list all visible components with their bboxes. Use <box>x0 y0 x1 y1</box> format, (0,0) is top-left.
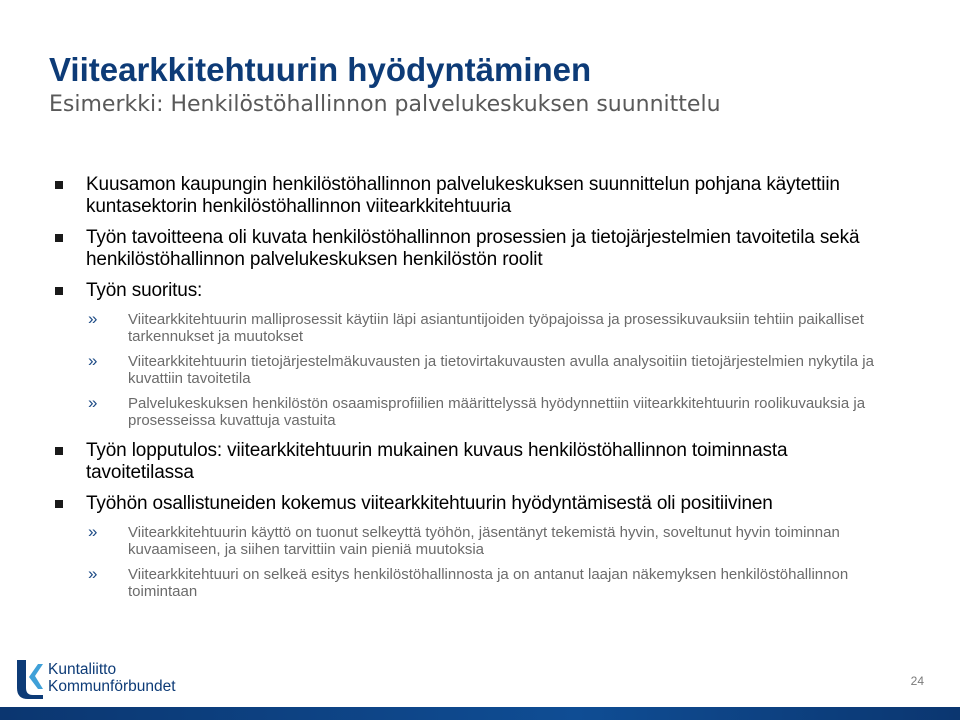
bullet-text: Työn tavoitteena oli kuvata henkilöstöhallinnon prosessien ja tietojärjestelmien tavoitetila sekä henkilöstöhallinnon palvelukeskuksen henkilöstön roolit <box>86 227 860 270</box>
sub-bullet-item <box>48 311 898 345</box>
sub-bullet-text: Viitearkkitehtuurin malliprosessit käytiin läpi asiantuntijoiden työpajoissa ja prosessikuvauksiin tehtiin paikalliset tarkennukset ja muutokset <box>128 311 864 345</box>
bullet-text: Kuusamon kaupungin henkilöstöhallinnon palvelukeskuksen suunnittelun pohjana käytettiin kuntasektorin henkilöstöhallinnon viitearkkitehtuuria <box>86 174 840 217</box>
bullet-text: Työn lopputulos: viitearkkitehtuurin mukainen kuvaus henkilöstöhallinnon toiminnasta tavoitetilassa <box>86 440 788 483</box>
sub-bullet-item <box>48 353 898 387</box>
bullet-text: Työhön osallistuneiden kokemus viitearkkitehtuurin hyödyntämisestä oli positiivinen <box>86 493 773 514</box>
square-bullet-icon <box>55 447 63 455</box>
square-bullet-icon <box>55 181 63 189</box>
footer-bar <box>0 707 960 720</box>
sub-bullet-text: Viitearkkitehtuurin käyttö on tuonut selkeyttä työhön, jäsentänyt tekemistä hyvin, soveltunut hyvin toiminnan kuvaamiseen, ja siihen tarvittiin vain pieniä muutoksia <box>128 524 840 558</box>
logo-line-1: Kuntaliitto <box>48 661 117 678</box>
chevron-right-icon: » <box>88 393 98 412</box>
chevron-right-icon: » <box>88 309 98 328</box>
logo-line-2: Kommunförbundet <box>48 678 176 695</box>
kuntaliitto-logo <box>14 658 204 702</box>
sub-bullet-item <box>48 566 898 600</box>
sub-bullet-list <box>48 524 898 600</box>
kuntaliitto-logo-icon <box>14 658 44 700</box>
page-number: 24 <box>910 674 924 688</box>
sub-bullet-text: Viitearkkitehtuuri on selkeä esitys henkilöstöhallinnosta ja on antanut laajan näkemyksen henkilöstöhallinnon toimintaan <box>128 566 849 600</box>
bullet-item <box>48 280 898 302</box>
chevron-right-icon: » <box>88 351 98 370</box>
square-bullet-icon <box>55 234 63 242</box>
bullet-item <box>48 174 898 218</box>
bullet-text: Työn suoritus: <box>86 280 203 301</box>
chevron-right-icon: » <box>88 564 98 583</box>
sub-bullet-item <box>48 395 898 429</box>
sub-bullet-text: Viitearkkitehtuurin tietojärjestelmäkuvausten ja tietovirtakuvausten avulla analysoitiin tietojärjestelmien nykytila ja kuvattiin tavoitetila <box>128 353 874 387</box>
sub-bullet-text: Palvelukeskuksen henkilöstön osaamisprofiilien määrittelyssä hyödynnettiin viitearkkitehtuurin roolikuvauksia ja prosesseissa kuvattuja vastuita <box>128 395 866 429</box>
chevron-right-icon: » <box>88 522 98 541</box>
bullet-item <box>48 440 898 484</box>
slide-title: Viitearkkitehtuurin hyödyntäminen <box>49 51 592 88</box>
bullet-item <box>48 493 898 515</box>
square-bullet-icon <box>55 287 63 295</box>
sub-bullet-list <box>48 311 898 429</box>
bullet-list <box>48 174 898 611</box>
logo-text <box>48 661 176 695</box>
square-bullet-icon <box>55 500 63 508</box>
bullet-item <box>48 227 898 271</box>
slide-subtitle: Esimerkki: Henkilöstöhallinnon palvelukeskuksen suunnittelu <box>49 92 721 117</box>
sub-bullet-item <box>48 524 898 558</box>
